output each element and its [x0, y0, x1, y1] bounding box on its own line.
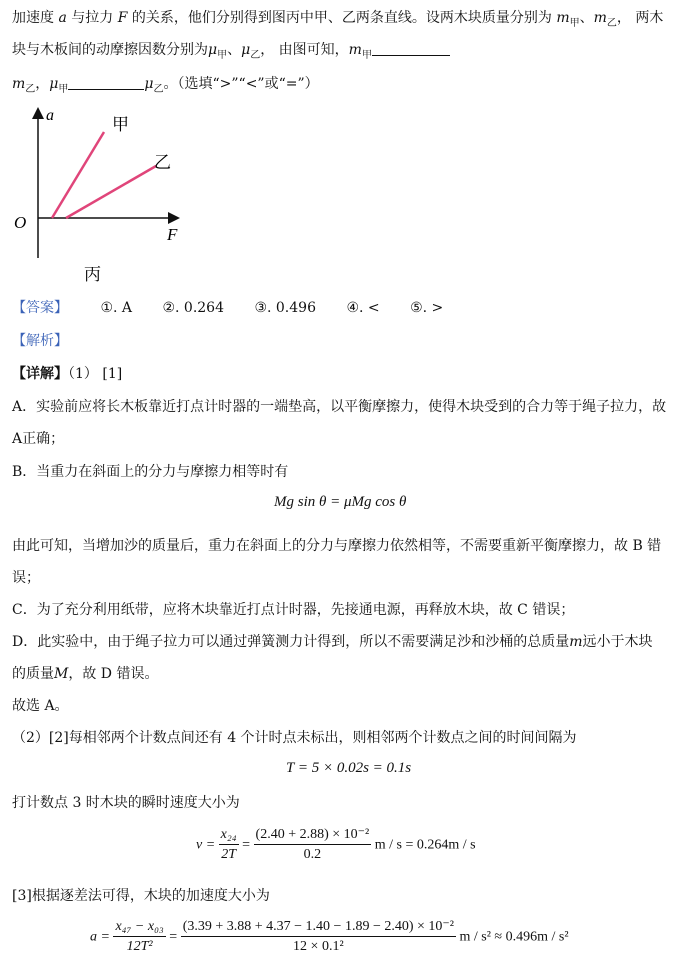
- equals: =: [242, 837, 251, 853]
- y-axis-label: a: [46, 107, 54, 124]
- text: 的质量: [12, 666, 54, 682]
- symbol-m-yi: m: [12, 76, 26, 92]
- fraction: [113, 918, 165, 957]
- denominator: 12 × 0.1²: [293, 939, 344, 954]
- diagram-caption: 丙: [84, 265, 101, 285]
- answer-tag: 【答案】: [12, 300, 68, 316]
- equation-time-interval: T = 5 × 0.02s = 0.1s: [286, 760, 412, 776]
- symbol-m-jia: m: [556, 10, 570, 26]
- option-b-line-1: B．当重力在斜面上的分力与摩擦力相等时有: [12, 464, 289, 480]
- text: 远小于木块: [582, 634, 653, 650]
- detail-header: [12, 364, 122, 384]
- answer-item-5: ⑤. >: [410, 300, 444, 316]
- fraction: [254, 826, 372, 865]
- text: D．此实验中，由于绳子拉力可以通过弹簧测力计得到，所以不需要满足沙和沙桶的总质量: [12, 634, 570, 650]
- equation-velocity: [196, 826, 476, 865]
- symbol-m: m: [569, 634, 583, 650]
- text: ，: [35, 76, 50, 92]
- intro-line-3: [12, 74, 319, 100]
- option-a-line-2: A正确；: [12, 431, 65, 447]
- numerator: (2.40 + 2.88) × 10⁻²: [254, 826, 372, 845]
- symbol-m-jia: m: [348, 42, 362, 58]
- option-d-line-2: [12, 664, 158, 684]
- symbol-mu-jia: μ: [208, 42, 218, 58]
- symbol-m-yi: m: [593, 10, 607, 26]
- detail-tag: 【详解】: [12, 366, 68, 382]
- eq-rhs: m / s² ≈ 0.496m / s²: [459, 929, 569, 945]
- answer-blank-2[interactable]: [68, 75, 144, 90]
- graph-diagram: [12, 102, 202, 292]
- equals: =: [169, 929, 178, 945]
- symbol-mu-yi: μ: [144, 76, 154, 92]
- eq-rhs: m / s = 0.264m / s: [374, 837, 476, 853]
- answer-item-2: ②. 0.264: [162, 300, 224, 316]
- fraction: [219, 826, 239, 865]
- subscript: 乙: [153, 83, 164, 95]
- subscript: 乙: [606, 17, 617, 29]
- text: 的关系，他们分别得到图丙中甲、乙两条直线。设两木块质量分别为: [131, 10, 552, 26]
- text: 。（选填“>”“<”或“=”）: [163, 76, 319, 92]
- text: 、: [227, 42, 242, 58]
- symbol-M: M: [54, 666, 69, 682]
- symbol-mu-yi: μ: [241, 42, 251, 58]
- equation-friction-balance: Mg sin θ = μMg cos θ: [274, 494, 407, 510]
- subscript: 甲: [217, 49, 228, 61]
- text: 、: [579, 10, 594, 26]
- subscript: 甲: [361, 49, 372, 61]
- answer-item-3: ③. 0.496: [254, 300, 316, 316]
- fraction: [181, 918, 456, 957]
- choose-answer: 故选 A。: [12, 698, 69, 714]
- denominator: 0.2: [303, 847, 322, 862]
- text: ，故 D 错误。: [68, 666, 159, 682]
- denominator: 12T²: [126, 939, 153, 954]
- equation-acceleration: [90, 918, 569, 957]
- step-3-text: [3]根据逐差法可得，木块的加速度大小为: [12, 888, 270, 904]
- intro-line-1: [12, 8, 663, 34]
- subscript: 甲: [58, 83, 69, 95]
- line-yi-label: 乙: [154, 153, 171, 173]
- option-d-line-1: [12, 632, 653, 652]
- text: 加速度: [12, 10, 54, 26]
- text: ， 由图可知，: [260, 42, 349, 58]
- intro-line-2: [12, 40, 450, 66]
- eq-lhs: v =: [196, 837, 216, 853]
- symbol-a: a: [58, 10, 67, 26]
- option-a-line-1: A．实验前应将长木板靠近打点计时器的一端垫高，以平衡摩擦力，使得木块受到的合力等于绳子拉力，故: [12, 399, 667, 415]
- eq-lhs: a =: [90, 929, 110, 945]
- symbol-mu-jia: μ: [49, 76, 59, 92]
- origin-label: O: [14, 213, 27, 232]
- option-b-line-2: 由此可知，当增加沙的质量后，重力在斜面上的分力与摩擦力依然相等，不需要重新平衡摩擦力，故 B 错: [12, 538, 662, 554]
- option-b-line-3: 误；: [12, 570, 40, 586]
- subscript: 乙: [25, 83, 36, 95]
- numerator: x₂₄: [219, 826, 239, 845]
- answer-item-1: ①. A: [100, 300, 133, 316]
- answer-item-4: ④. <: [346, 300, 380, 316]
- line-jia-label: 甲: [112, 115, 129, 135]
- text: 块与木板间的动摩擦因数分别为: [12, 42, 208, 58]
- answer-blank-1[interactable]: [372, 41, 450, 56]
- step-1-label: （1） [1]: [68, 366, 123, 382]
- subscript: 乙: [250, 49, 261, 61]
- answer-line: [12, 298, 469, 318]
- numerator: x₄₇ − x₀₃: [113, 918, 165, 937]
- subscript: 甲: [569, 17, 580, 29]
- symbol-F: F: [117, 10, 128, 26]
- denominator: 2T: [221, 847, 237, 862]
- analysis-tag: 【解析】: [12, 333, 68, 349]
- x-axis-label: F: [167, 225, 178, 244]
- step-2-text: （2）[2]每相邻两个计数点间还有 4 个计时点未标出，则相邻两个计数点之间的时间间隔为: [12, 730, 577, 746]
- numerator: (3.39 + 3.88 + 4.37 − 1.40 − 1.89 − 2.40) × 10⁻²: [181, 918, 456, 937]
- text: ， 两木: [616, 10, 664, 26]
- line-jia: [52, 132, 104, 218]
- option-c-line: C．为了充分利用纸带，应将木块靠近打点计时器，先接通电源，再释放木块，故 C 错误；: [12, 602, 575, 618]
- velocity-text: 打计数点 3 时木块的瞬时速度大小为: [12, 795, 240, 811]
- text: 与拉力: [71, 10, 114, 26]
